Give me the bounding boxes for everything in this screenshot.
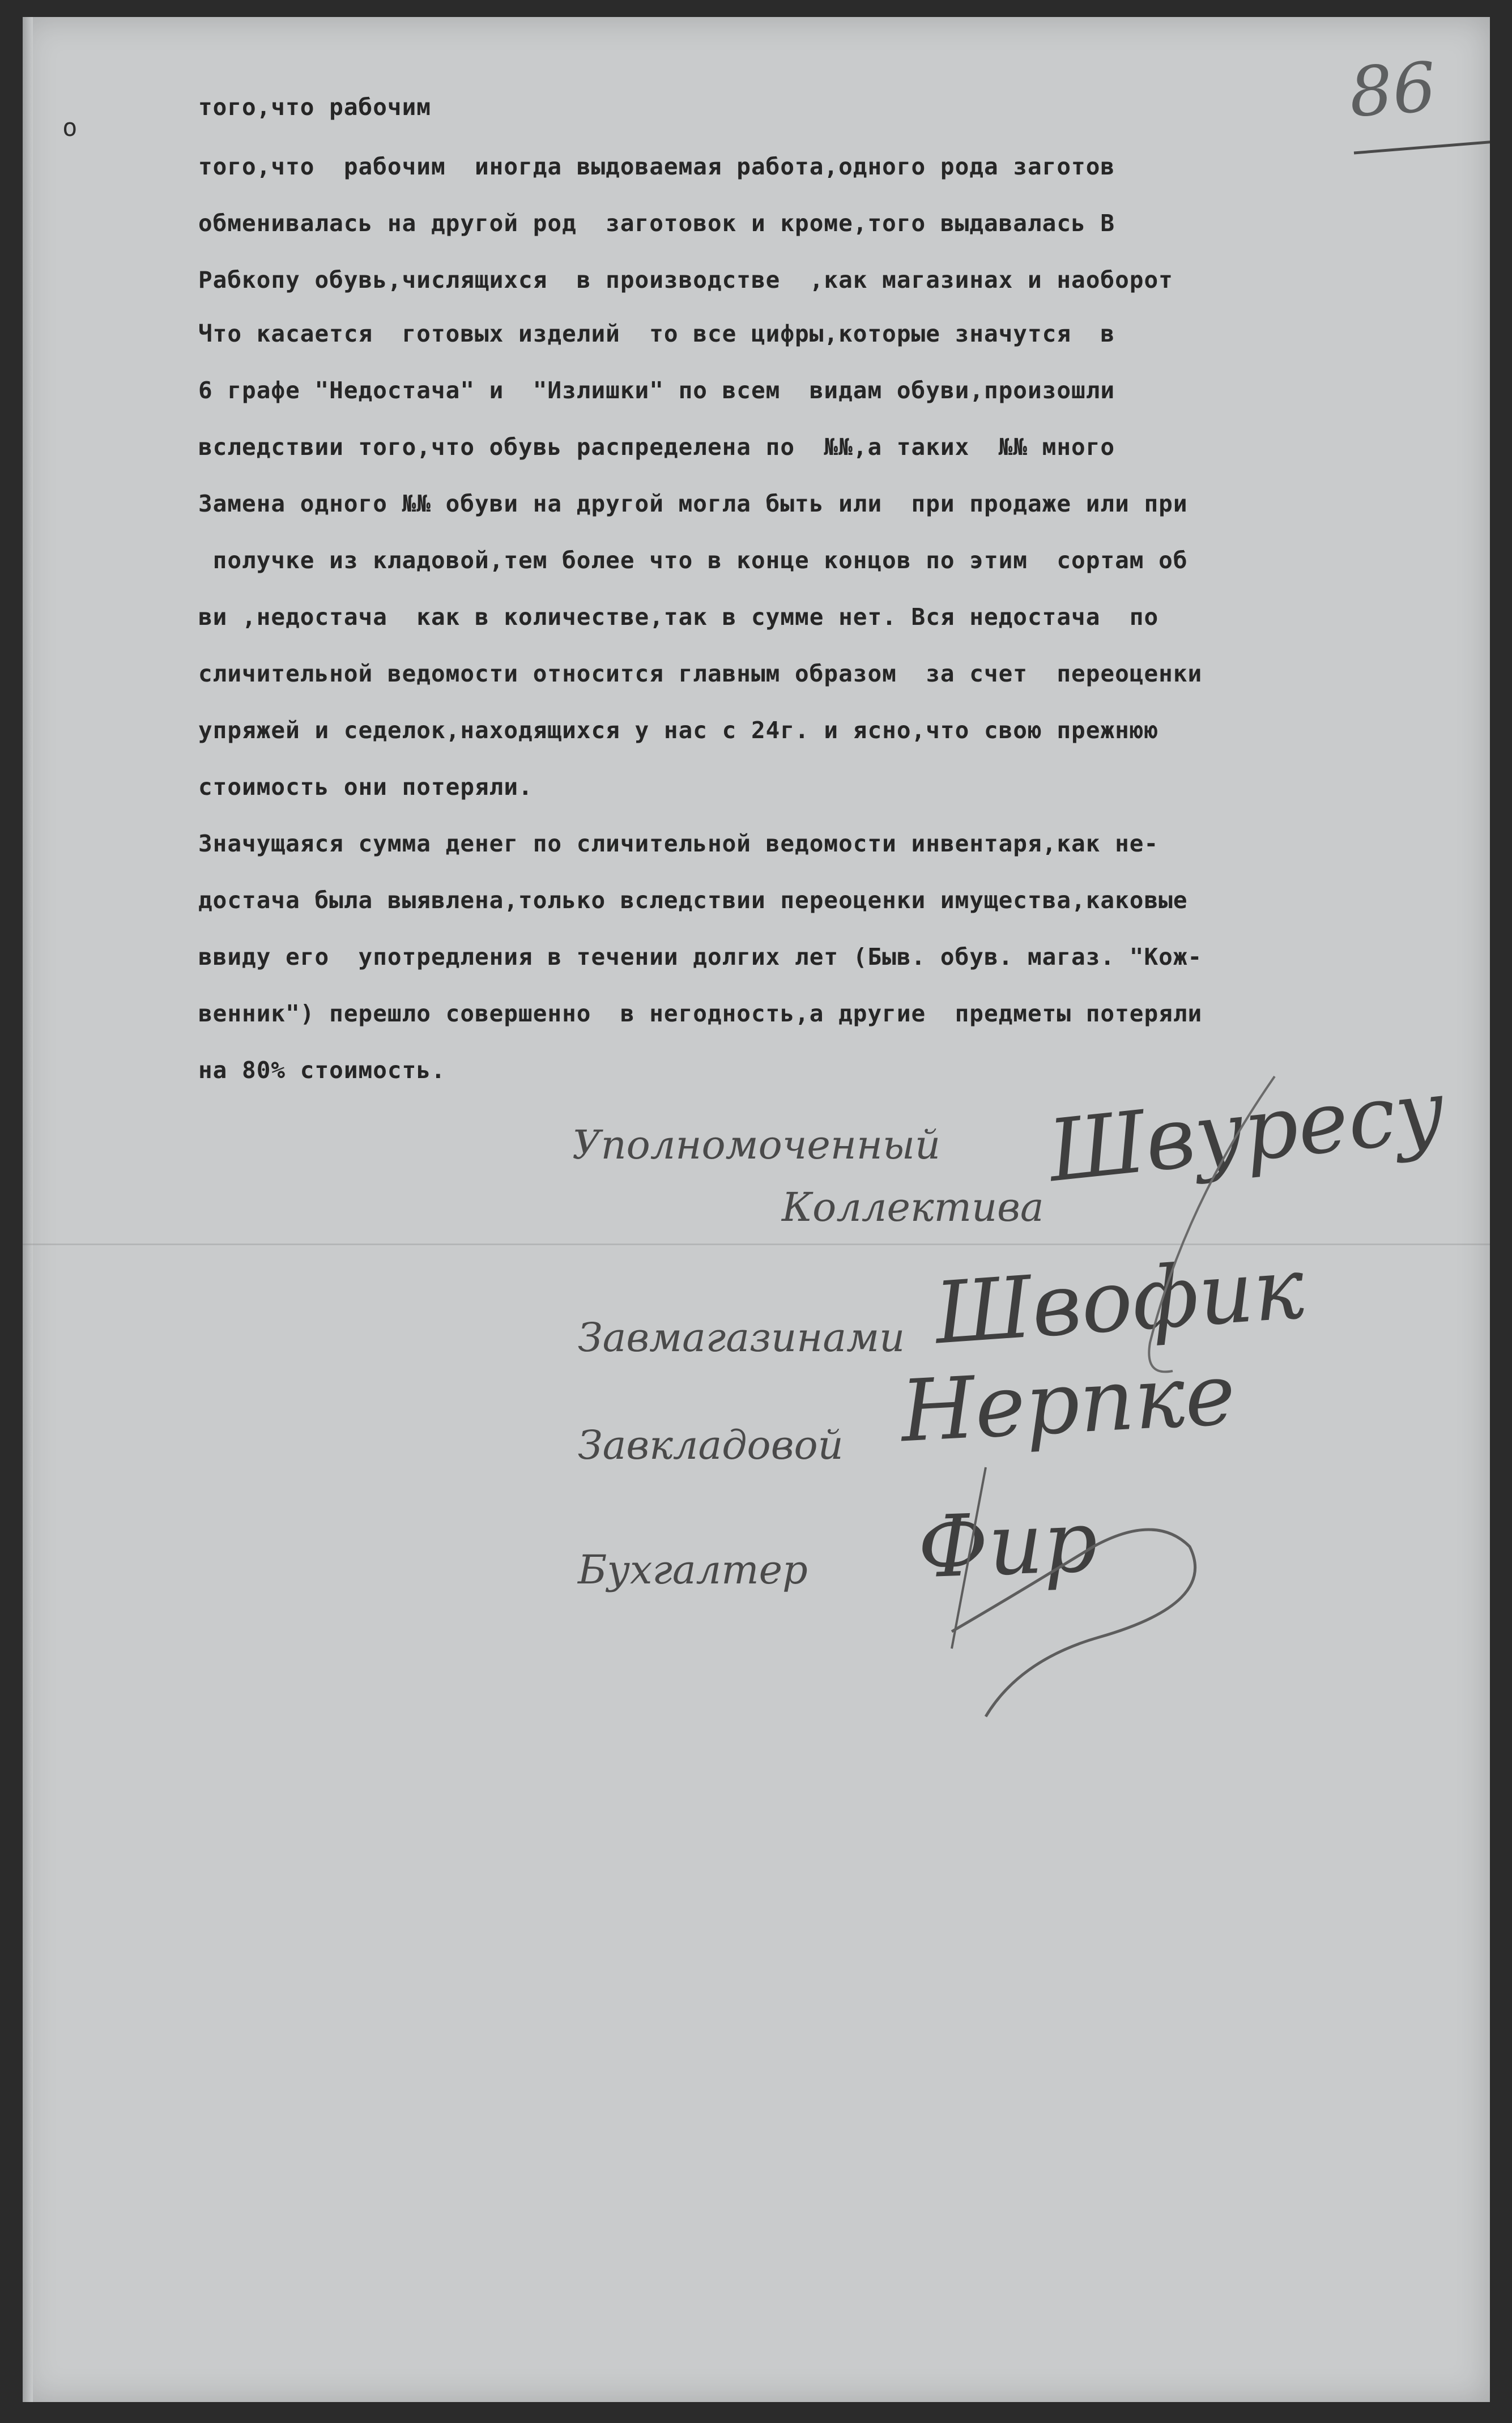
body-line: Рабкопу обувь,числящихся в производстве ,как магазинах и наоборот <box>198 266 1173 293</box>
body-line: Значущаяся сумма денег по сличительной ведомости инвентаря,как не- <box>198 830 1159 857</box>
signature-role: Завмагазинами <box>578 1314 905 1361</box>
body-line: того,что рабочим <box>198 93 431 121</box>
body-line: Что касается готовых изделий то все цифры,которые значутся в <box>198 320 1115 347</box>
body-line: сличительной ведомости относится главным образом за счет переоценки <box>198 660 1203 687</box>
pencil-marks <box>23 17 1490 2402</box>
handwritten-signature: Нерпке <box>898 1345 1238 1462</box>
body-line: обменивалась на другой род заготовок и кроме,того выдавалась В <box>198 210 1115 237</box>
body-line: достача была выявлена,только вследствии переоценки имущества,каковые <box>198 887 1188 914</box>
signature-role: Уполномоченный <box>572 1122 941 1168</box>
body-line: вследствии того,что обувь распределена по №№,а таких №№ много <box>198 433 1115 461</box>
signature-role: Бухгалтер <box>578 1547 808 1593</box>
body-line: ввиду его употредления в течении долгих лет (Быв. обув. магаз. "Кож- <box>198 943 1203 970</box>
body-line: упряжей и седелок,находящихся у нас с 24г. и ясно,что свою прежнюю <box>198 717 1159 744</box>
handwritten-signature: Фир <box>916 1492 1100 1598</box>
page-number: 86 <box>1347 48 1439 133</box>
margin-mark: о <box>62 113 78 142</box>
body-line: ви ,недостача как в количестве,так в сумме нет. Вся недостача по <box>198 603 1159 631</box>
handwritten-signature: Швуресу <box>1044 1061 1450 1202</box>
body-line: стоимость они потеряли. <box>198 773 533 800</box>
signature-role: Завкладовой <box>578 1422 844 1468</box>
body-line: на 80% стоимость. <box>198 1057 446 1084</box>
body-line: 6 графе "Недостача" и "Излишки" по всем видам обуви,произошли <box>198 377 1115 404</box>
body-line: получке из кладовой,тем более что в конце концов по этим сортам об <box>198 547 1188 574</box>
handwritten-signature: Швофик <box>931 1239 1307 1364</box>
body-line: того,что рабочим иногда выдоваемая работа,одного рода заготов <box>198 153 1115 180</box>
document-page <box>23 17 1490 2402</box>
signature-role: Коллектива <box>782 1184 1044 1230</box>
body-line: венник") перешло совершенно в негодность,а другие предметы потеряли <box>198 1000 1203 1027</box>
body-line: Замена одного №№ обуви на другой могла быть или при продаже или при <box>198 490 1188 517</box>
